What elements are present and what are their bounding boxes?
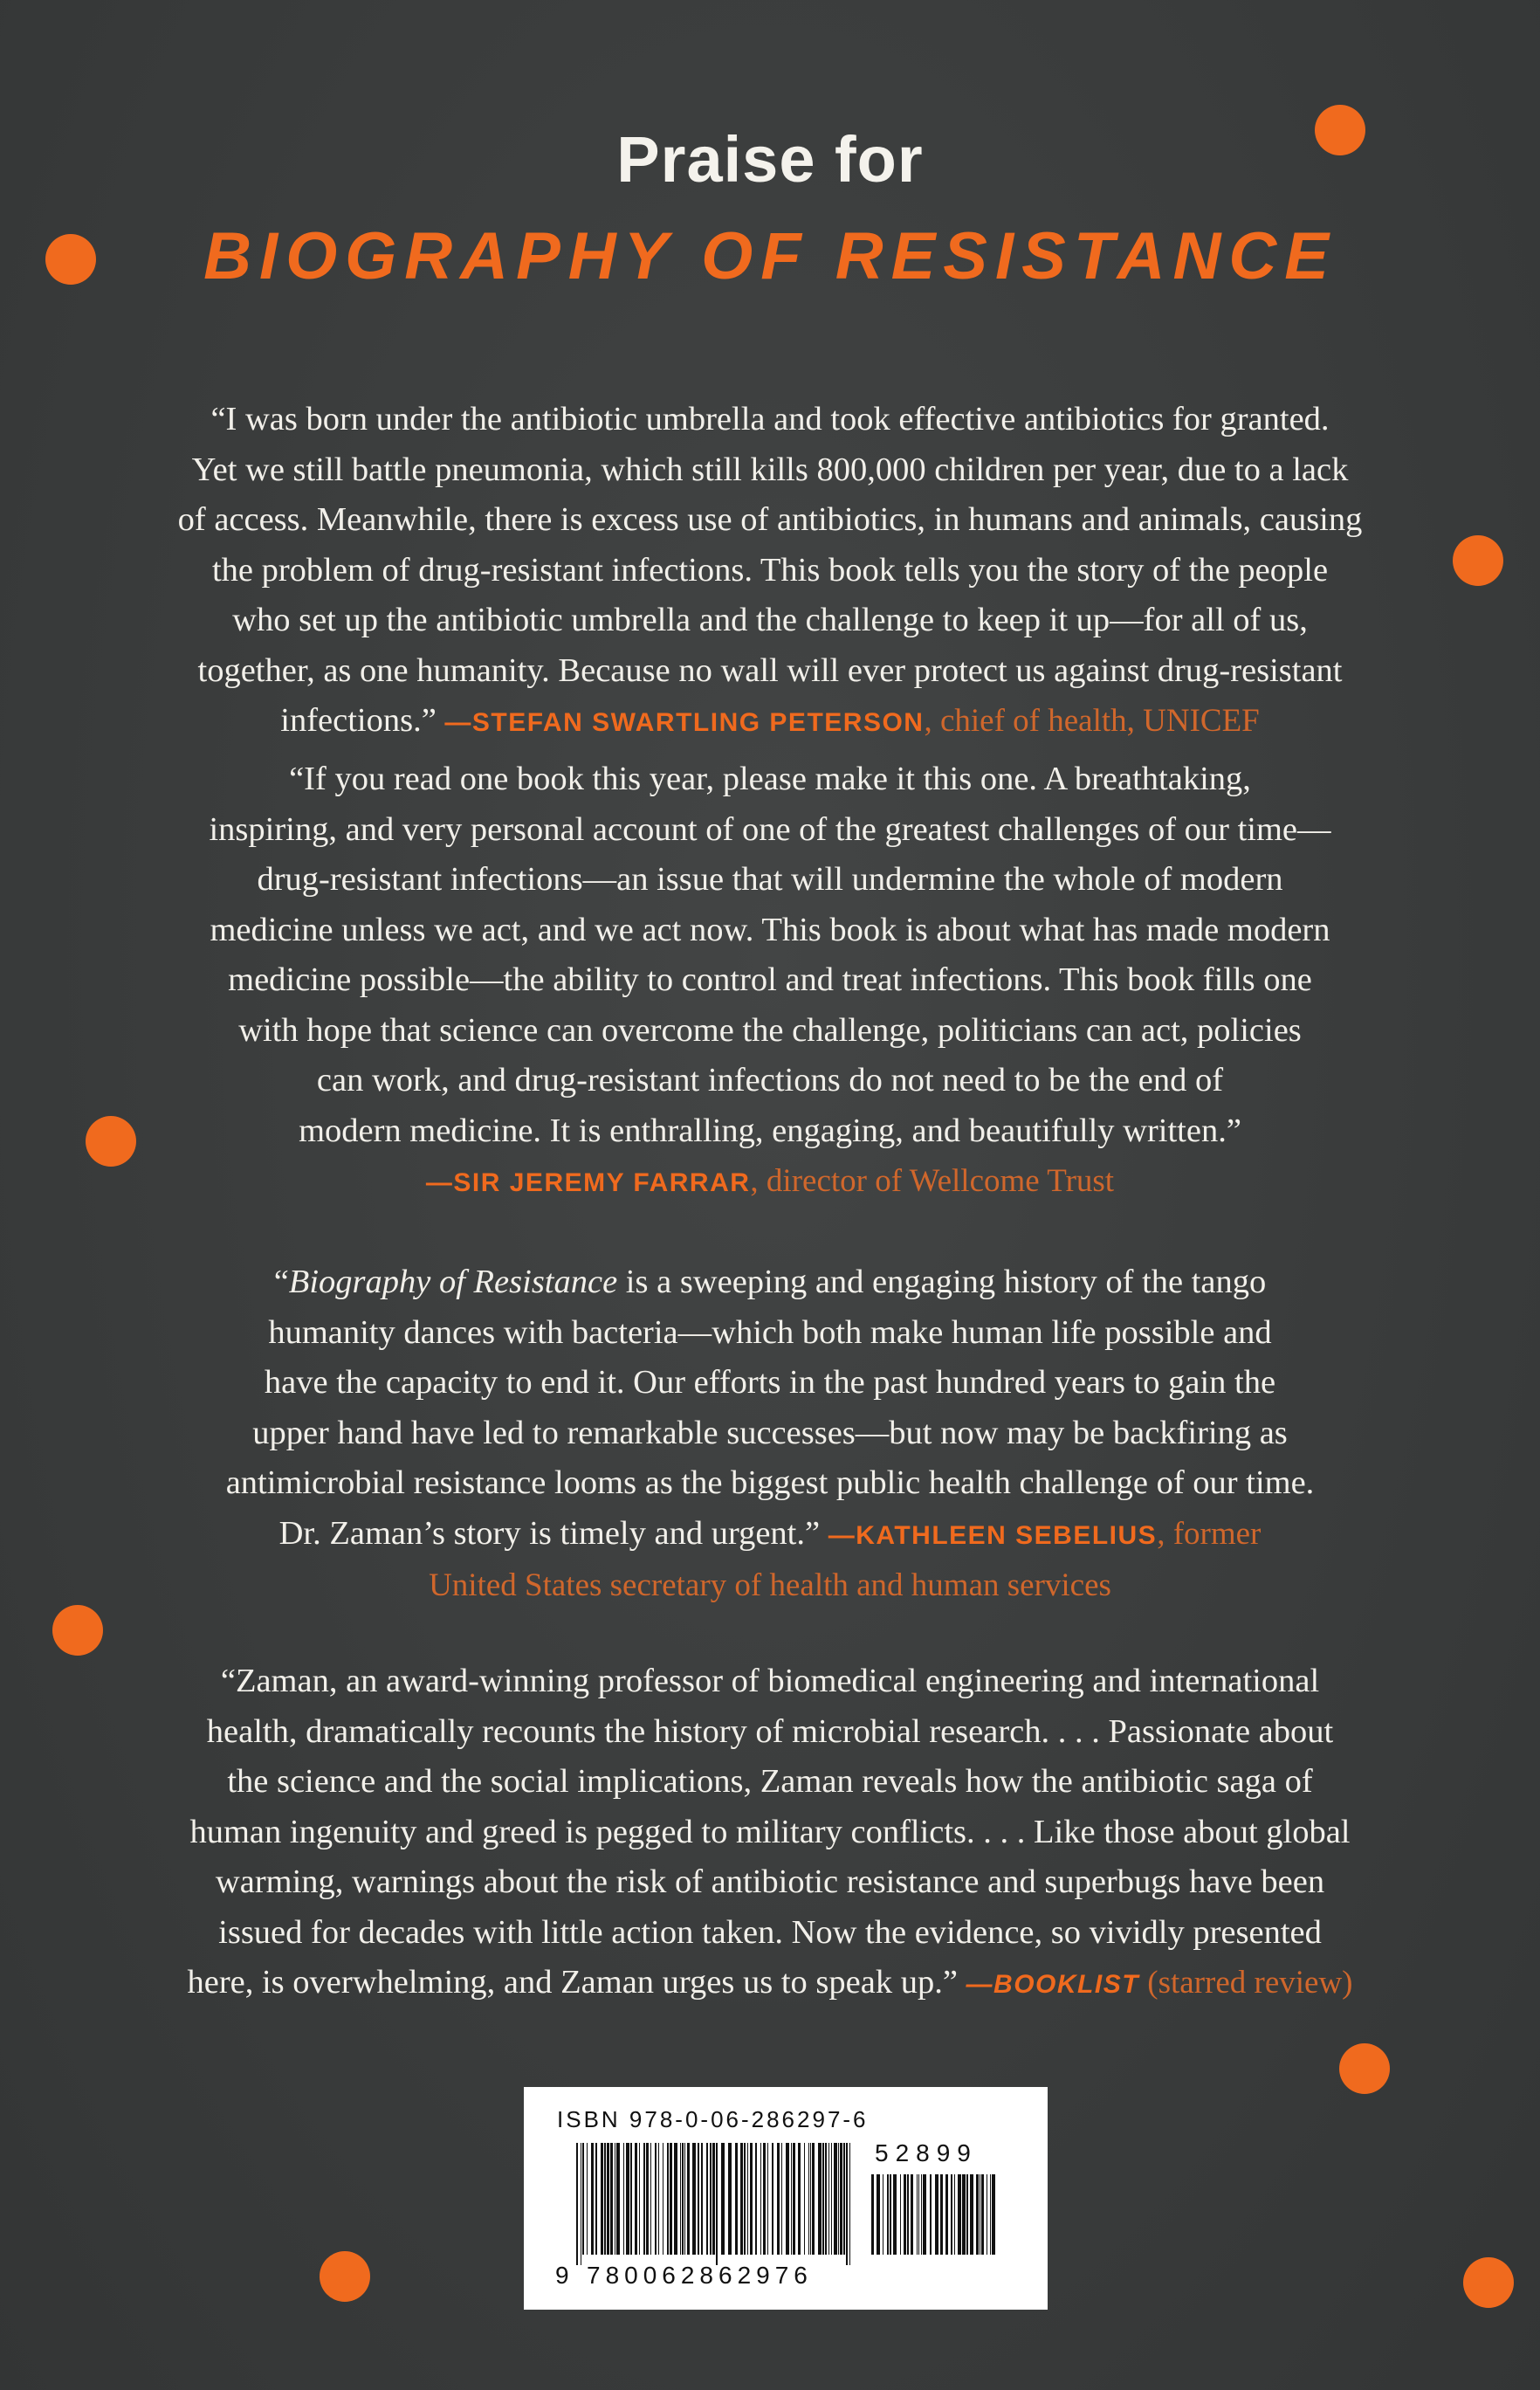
testimonial-quote (96, 754, 1444, 1209)
barcode-bar (750, 2143, 753, 2255)
barcode-bar (818, 2143, 822, 2255)
barcode-bar (981, 2174, 984, 2255)
barcode-bar (684, 2143, 685, 2255)
barcode-bar (893, 2174, 897, 2255)
barcode-bar (992, 2174, 995, 2255)
barcode-bar (601, 2143, 603, 2255)
quote-author: —KATHLEEN SEBELIUS (828, 1520, 1158, 1550)
quote-open-mark: “ (273, 1264, 289, 1300)
barcode-bar (843, 2143, 845, 2255)
barcode-bar (840, 2143, 842, 2255)
barcode-bar (740, 2143, 743, 2255)
quote-line: antimicrobial resistance looms as the biggest public health challenge of our time. (225, 1464, 1315, 1501)
barcode-bar (755, 2143, 757, 2255)
quote-text: here, is overwhelming, and Zaman urges us to speak up.” (187, 1964, 966, 2001)
barcode-bar (804, 2143, 805, 2255)
quote-line: “Zaman, an award-winning professor of biomedical engineering and international (220, 1663, 1320, 1699)
barcode-bar (812, 2143, 815, 2255)
barcode-bar (904, 2174, 906, 2255)
barcode-bar (810, 2143, 811, 2255)
isbn-label: ISBN 978-0-06-286297-6 (557, 2106, 869, 2132)
barcode-bar (900, 2174, 901, 2255)
barcode-bar (917, 2174, 918, 2255)
quote-line: issued for decades with little action taken. Now the evidence, so vividly presented (218, 1913, 1322, 1951)
barcode-bar (616, 2143, 620, 2255)
barcode-bar (907, 2174, 909, 2255)
barcode-first-digit: 9 (555, 2262, 569, 2289)
orange-dot-decoration (52, 1605, 103, 1656)
barcode-bar (763, 2143, 766, 2255)
quote-line: medicine unless we act, and we act now. This book is about what has made modern (210, 911, 1330, 948)
barcode-bar (692, 2143, 696, 2255)
quote-author: —BOOKLIST (966, 1970, 1140, 1999)
barcode-bar (650, 2143, 651, 2255)
barcode-bar (786, 2143, 789, 2255)
barcode-bar (687, 2143, 690, 2255)
quote-line: of access. Meanwhile, there is excess use of antibiotics, in humans and animals, causing (177, 501, 1363, 538)
quote-line (96, 1156, 1444, 1209)
price-code: 52899 (875, 2139, 978, 2166)
barcode-bar (576, 2143, 578, 2265)
barcode-bar (834, 2143, 837, 2255)
author-role: , chief of health, UNICEF (924, 703, 1260, 739)
quote-line: have the capacity to end it. Our efforts in the past hundred years to gain the (264, 1364, 1276, 1401)
barcode-bar (887, 2174, 889, 2255)
barcode-bar (970, 2174, 973, 2255)
barcode-bar (643, 2143, 645, 2255)
quote-line: human ingenuity and greed is pegged to military conflicts. . . . Like those about global (189, 1813, 1351, 1850)
barcode-bar (604, 2143, 606, 2255)
testimonial-quote (96, 395, 1444, 748)
barcode-bar (646, 2143, 649, 2255)
barcode-bar (607, 2143, 609, 2255)
quote-line: drug-resistant infections—an issue that will undermine the whole of modern (257, 861, 1283, 898)
barcode-bar (595, 2143, 597, 2255)
barcode-bar (658, 2143, 659, 2255)
quote-line: “I was born under the antibiotic umbrella and took effective antibiotics for granted. (210, 401, 1330, 437)
quote-line: with hope that science can overcome the challenge, politicians can act, policies (238, 1011, 1302, 1049)
barcode-bar (831, 2143, 832, 2255)
barcode-bar (990, 2174, 991, 2255)
barcode-bar (822, 2143, 824, 2255)
testimonial-quote (96, 1257, 1444, 1611)
barcode-bar (945, 2174, 948, 2255)
barcode-bar (744, 2143, 746, 2255)
barcode-bar (591, 2143, 594, 2255)
book-title-italic: Biography of Resistance (288, 1264, 618, 1300)
quote-line: inspiring, and very personal account of one of the greatest challenges of our time— (209, 810, 1331, 848)
barcode-bar (710, 2143, 712, 2255)
quote-line: who set up the antibiotic umbrella and the challenge to keep it up—for all of us, (232, 602, 1308, 638)
quote-line: can work, and drug-resistant infections do not need to be the end of (316, 1062, 1224, 1099)
barcode-bar (698, 2143, 699, 2255)
barcode-bar (877, 2174, 880, 2255)
barcode-bar (954, 2174, 955, 2255)
barcode-bar (760, 2143, 761, 2255)
quote-line: warming, warnings about the risk of antibiotic resistance and superbugs have been (215, 1863, 1325, 1900)
quote-line: modern medicine. It is enthralling, engaging, and beautifully written.” (299, 1112, 1241, 1149)
barcode-bar (767, 2143, 768, 2255)
barcode-bar (940, 2174, 943, 2255)
quote-line: together, as one humanity. Because no wall will ever protect us against drug-resistant (197, 651, 1343, 689)
quote-line: “If you read one book this year, please make it this one. A breathtaking, (289, 761, 1251, 797)
quote-line: humanity dances with bacteria—which both make human life possible and (268, 1313, 1272, 1351)
isbn-barcode (524, 2087, 1048, 2310)
barcode-bar (777, 2143, 780, 2255)
barcode-bar (958, 2174, 961, 2255)
barcode-bar (626, 2143, 629, 2255)
orange-dot-decoration (1339, 2043, 1390, 2094)
author-role-continued: United States secretary of health and human services (429, 1567, 1111, 1603)
quote-text: Dr. Zaman’s story is timely and urgent.” (278, 1514, 828, 1552)
author-role: , director of Wellcome Trust (750, 1163, 1115, 1199)
testimonial-quote (96, 1656, 1444, 2010)
barcode-bar (808, 2143, 809, 2255)
author-role: (starred review) (1139, 1965, 1353, 2001)
quote-line: medicine possible—the ability to control and treat infections. This book fills one (228, 961, 1312, 998)
barcode-bar (935, 2174, 938, 2255)
barcode-bar (791, 2143, 792, 2255)
barcode-addon-bars-icon (871, 2174, 1002, 2265)
quote-text: infections.” (280, 702, 445, 739)
barcode-bar (772, 2143, 773, 2255)
barcode-bar (918, 2174, 919, 2255)
quote-line (96, 696, 1444, 748)
barcode-bar (623, 2143, 624, 2255)
barcode-bar (871, 2174, 874, 2255)
barcode-bar (682, 2143, 684, 2255)
barcode-bar (706, 2143, 708, 2255)
barcode-bar (674, 2143, 677, 2255)
barcode-bar (930, 2174, 932, 2255)
barcode-bar (921, 2174, 922, 2255)
orange-dot-decoration (1463, 2257, 1514, 2308)
barcode-bar (639, 2143, 640, 2255)
barcode-bar (825, 2143, 827, 2255)
barcode-bar (667, 2143, 669, 2255)
barcode-bar (701, 2143, 703, 2255)
quote-line (96, 1509, 1444, 1561)
barcode-bar (849, 2143, 850, 2265)
orange-dot-decoration (1453, 535, 1503, 586)
barcode-bar (962, 2174, 966, 2255)
barcode-bars-icon (576, 2143, 856, 2265)
barcode-bar (846, 2143, 848, 2265)
book-title: BIOGRAPHY OF RESISTANCE (203, 219, 1337, 293)
barcode-digits: 780062862976 (587, 2262, 813, 2289)
quote-line: the science and the social implications, Zaman reveals how the antibiotic saga of (227, 1763, 1313, 1800)
barcode-bar (838, 2143, 839, 2255)
barcode-bar (680, 2143, 681, 2255)
quote-author: —SIR JEREMY FARRAR (425, 1168, 751, 1197)
barcode-bar (655, 2143, 657, 2255)
barcode-bar (712, 2143, 715, 2255)
barcode-bar (890, 2174, 891, 2255)
praise-heading: Praise for (616, 123, 924, 196)
barcode-bar (735, 2143, 738, 2255)
barcode-bar (610, 2143, 613, 2255)
barcode-bar (951, 2174, 952, 2255)
quote-line (96, 1958, 1444, 2010)
barcode-bar (630, 2143, 632, 2255)
orange-dot-decoration (320, 2251, 370, 2302)
quote-line: Yet we still battle pneumonia, which still kills 800,000 children per year, due to a lack (191, 451, 1349, 488)
barcode-bar (670, 2143, 672, 2255)
barcode-bar (976, 2174, 979, 2255)
quote-line: health, dramatically recounts the history of microbial research. . . . Passionate about (206, 1712, 1334, 1750)
quote-author: —STEFAN SWARTLING PETERSON (444, 708, 925, 737)
barcode-bar (793, 2143, 795, 2255)
barcode-bar (923, 2174, 926, 2255)
barcode-bar (747, 2143, 748, 2255)
barcode-bar (781, 2143, 782, 2255)
barcode-bar (582, 2143, 584, 2255)
barcode-bar (828, 2143, 829, 2255)
quote-line: upper hand have led to remarkable successes—but now may be backfiring as (252, 1414, 1288, 1451)
barcode-bar (798, 2143, 801, 2255)
author-role: , former (1157, 1515, 1262, 1552)
quote-text: is a sweeping and engaging history of the tango (617, 1264, 1267, 1300)
barcode-bar (728, 2143, 732, 2255)
barcode-bar (966, 2174, 968, 2255)
quote-line (96, 1257, 1444, 1308)
barcode-bar (911, 2174, 913, 2255)
barcode-bar (721, 2143, 725, 2255)
barcode-bar (587, 2143, 588, 2255)
barcode-bar (635, 2143, 637, 2255)
quote-line: the problem of drug-resistant infections. This book tells you the story of the people (211, 551, 1329, 589)
barcode-bar (716, 2143, 718, 2265)
